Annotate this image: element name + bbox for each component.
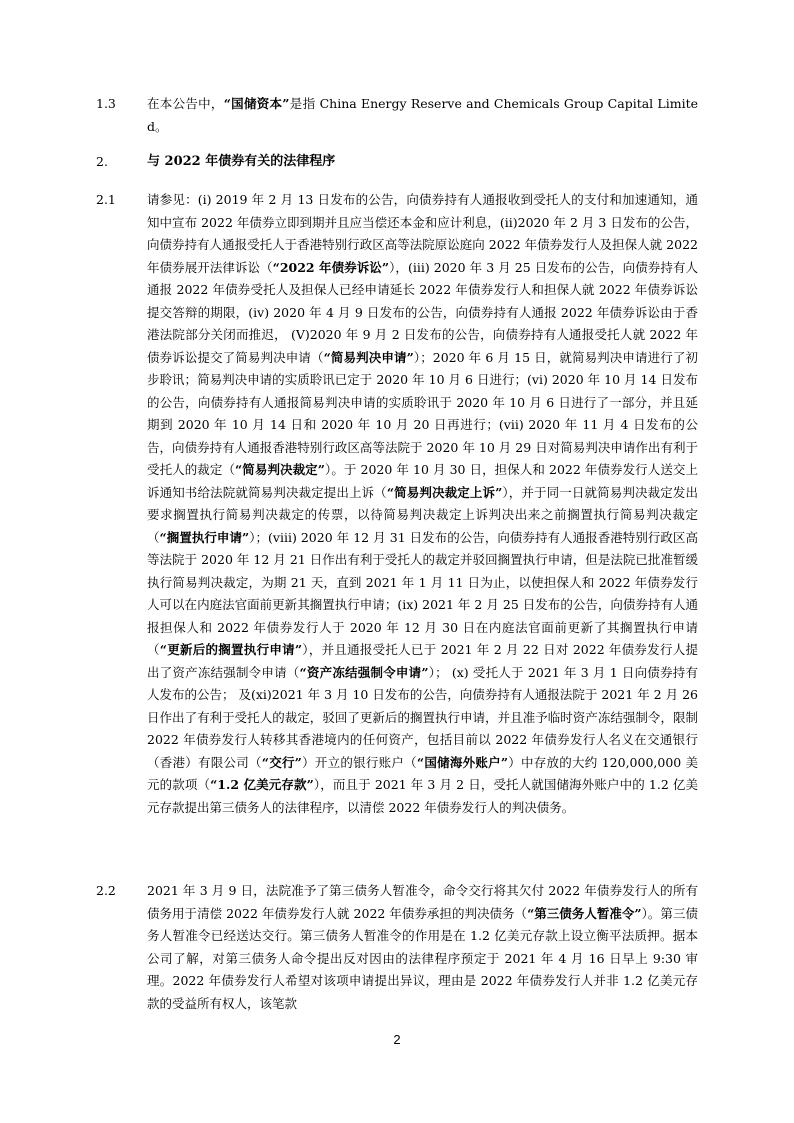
text-run: ）；2020 年 6 月 15 日，就简易判决申请进行了初步聆讯；简易判决申请的实质聆讯已定于 2020 年 10 月 6 日进行；(vi) 2020 年 10 月 14 日发布的公告，向债券持有人通报简易判决申请的实质聆讯于 2020 年 10 月 6 日进行了一部分，并且延期到 2020 年 10 月 14 日和 2020 年 10 月 20 日再进行；(vii) 2020 年 11 月 4 日发布的公告，向债券持有人通报香港特别行政区高等法院于 2020 年 10 月 29 日对简易判决申请作出有利于受托人的裁定（ [147,349,698,477]
section-text [147,93,698,138]
text-run: ）。于 2020 年 10 月 30 日，担保人和 2022 年债券发行人送交上诉通知书给法院就简易判决裁定提出上诉（ [147,462,698,500]
section-number: 1.3 [96,96,116,111]
text-run: 在本公告中， [147,96,224,111]
text-run: ）中存放的大约 120,000,000 美元的款项（ [147,754,698,792]
section-heading: 与 2022 年债券有关的法律程序 [147,154,336,169]
text-run: ）。第三债务人暂准令已经送达交行。第三债务人暂准令的作用是在 1.2 亿美元存款上设立衡平法质押。据本公司了解，对第三债务人命令提出反对因由的法律程序预定于 2021 年 4 月 16 日早上 9:30 审理。2022 年债券发行人希望对该项申请提出异议，理由是 2022 年债券发行人并非 1.2 亿美元存款的受益所有权人，该笔款 [147,905,698,1011]
section-text [147,880,698,1015]
section-text [147,189,698,819]
defined-term: “简易判决申请” [323,349,414,365]
section-number: 2.2 [96,883,116,898]
defined-term: “第三债务人暂准令” [527,905,642,921]
defined-term: “简易判决裁定” [235,462,325,477]
text-run: ）； (x) 受托人于 2021 年 3 月 1 日向债券持有人发布的公告； 及(xi)2021 年 3 月 10 日发布的公告，向债券持有人通报法院于 2021 年 2 月 26 日作出了有利于受托人的裁定，驳回了更新后的搁置执行申请，并且准予临时资产冻结强制令，限制 2022 年债券发行人转移其香港境内的任何资产，包括目前以 2022 年债券发行人名义在交通银行（香港）有限公司（ [147,664,698,770]
defined-term: “2022 年债券诉讼” [272,259,390,275]
text-run: ）；(viii) 2020 年 12 月 31 日发布的公告，向债券持有人通报香港特别行政区高等法院于 2020 年 12 月 21 日作出有利于受托人的裁定并驳回搁置执行申请，但是法院已批准暂缓执行简易判决裁定，为期 21 天，直到 2021 年 1 月 11 日为止，以使担保人和 2022 年债券发行人可以在内庭法官面前更新其搁置执行申请；(ix) 2021 年 2 月 25 日发布的公告，向债券持有人通报担保人和 2022 年债券发行人于 2020 年 12 月 30 日在内庭法官面前更新了其搁置执行申请（ [147,529,698,657]
defined-term: “搁置执行申请” [159,529,250,545]
defined-term: “1.2 亿美元存款” [210,777,314,792]
defined-term: “国储资本” [223,96,290,111]
section-number: 2.1 [96,192,116,207]
text-run: 2021 年 3 月 9 日，法院准予了第三债务人暂准令，命令交行将其欠付 2022 年债券发行人的所有债务用于清偿 2022 年债券发行人就 2022 年债券承担的判决债务（ [147,883,698,921]
defined-term: “更新后的搁置执行申请” [159,642,303,657]
text-run: ），而且于 2021 年 3 月 2 日，受托人就国储海外账户中的 1.2 亿美元存款提出第三债务人的法律程序，以清偿 2022 年债券发行人的判决债务。 [147,777,699,815]
text-run: ），(iii) 2020 年 3 月 25 日发布的公告，向债券持有人通报 2022 年债券受托人及担保人已经申请延长 2022 年债券发行人和担保人就 2022 年债券诉讼提交答辩的期限，(iv) 2020 年 4 月 9 日发布的公告，向债券持有人通报 2022 年债券诉讼由于香港法院部分关闭而推迟， (V)2020 年 9 月 2 日发布的公告，向债券持有人通报受托人就 2022 年债券诉讼提交了简易判决申请（ [147,259,698,365]
defined-term: “简易判决裁定上诉” [386,484,503,500]
text-run: 是指 China Energy Reserve and Chemicals Group Capital Limited。 [147,96,698,134]
defined-term: “国储海外账户” [416,754,509,770]
text-run: ）开立的银行账户（ [301,754,417,770]
text-run: ），并于同一日就简易判决裁定发出要求搁置执行简易判决裁定的传票，以待简易判决裁定上诉判决出来之前搁置执行简易判决裁定（ [147,484,698,545]
defined-term: “资产冻结强制令申请” [299,664,429,680]
page-number: 2 [393,1032,401,1047]
text-run: 请参见：(i) 2019 年 2 月 13 日发布的公告，向债券持有人通报收到受托人的支付和加速通知，通知中宣布 2022 年债券立即到期并且应当偿还本金和应计利息，(ii)2020 年 2 月 3 日发布的公告，向债券持有人通报受托人于香港特别行政区高等法院原讼庭向 2022 年债券发行人及担保人就 2022 年债券展开法律诉讼（ [147,192,698,275]
text-run: ），并且通报受托人已于 2021 年 2 月 22 日对 2022 年债券发行人提出了资产冻结强制令申请（ [147,642,698,680]
section-number: 2. [96,154,108,169]
defined-term: “交行” [261,754,302,770]
